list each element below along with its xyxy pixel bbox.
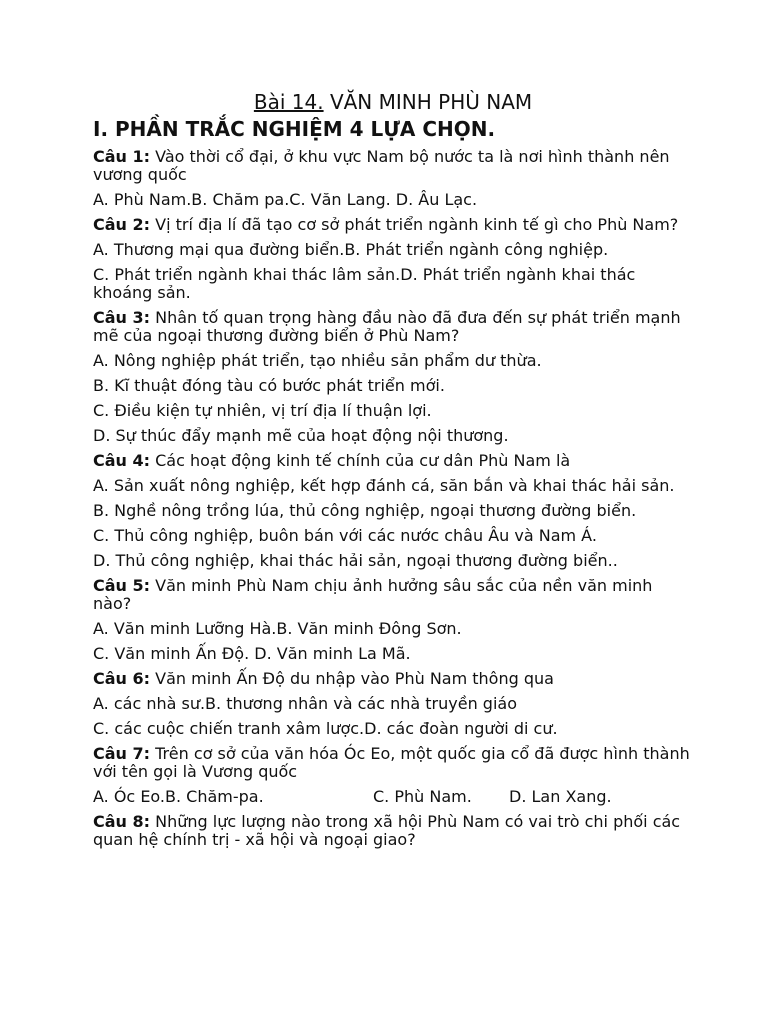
- question-2: [93, 216, 693, 234]
- question-label: Câu 2:: [93, 215, 151, 234]
- document-title: [93, 88, 693, 116]
- question-4-option-a: A. Sản xuất nông nghiệp, kết hợp đánh cá, săn bắn và khai thác hải sản.: [93, 476, 675, 495]
- document-page: [93, 88, 693, 856]
- question-5-option-cd: C. Văn minh Ấn Độ. D. Văn minh La Mã.: [93, 644, 411, 663]
- question-text: Vào thời cổ đại, ở khu vực Nam bộ nước ta là nơi hình thành nên vương quốc: [93, 147, 670, 184]
- question-text: Những lực lượng nào trong xã hội Phù Nam có vai trò chi phối các quan hệ chính trị - xã hội và ngoại giao?: [93, 812, 681, 849]
- question-text: Văn minh Phù Nam chịu ảnh hưởng sâu sắc của nền văn minh nào?: [93, 576, 653, 613]
- question-label: Câu 4:: [93, 451, 151, 470]
- question-3-option-a: A. Nông nghiệp phát triển, tạo nhiều sản phẩm dư thừa.: [93, 351, 542, 370]
- question-8: [93, 813, 693, 849]
- question-4-option-d: D. Thủ công nghiệp, khai thác hải sản, ngoại thương đường biển..: [93, 551, 618, 570]
- question-text: Nhân tố quan trọng hàng đầu nào đã đưa đến sự phát triển mạnh mẽ của ngoại thương đường biển ở Phù Nam?: [93, 308, 681, 345]
- question-label: Câu 8:: [93, 812, 151, 831]
- question-4: [93, 452, 693, 470]
- question-4-option-c: C. Thủ công nghiệp, buôn bán với các nước châu Âu và Nam Á.: [93, 526, 597, 545]
- question-text: Các hoạt động kinh tế chính của cư dân Phù Nam là: [155, 451, 571, 470]
- question-7-option-d: D. Lan Xang.: [509, 787, 612, 806]
- question-6-option-ab: A. các nhà sư.B. thương nhân và các nhà truyền giáo: [93, 694, 517, 713]
- question-2-option-cd: C. Phát triển ngành khai thác lâm sản.D. Phát triển ngành khai thác khoáng sản.: [93, 265, 636, 302]
- question-label: Câu 7:: [93, 744, 151, 763]
- question-6: [93, 670, 693, 688]
- question-7-options: [93, 788, 693, 806]
- question-6-option-cd: C. các cuộc chiến tranh xâm lược.D. các đoàn người di cư.: [93, 719, 558, 738]
- lesson-number: Bài 14.: [253, 90, 324, 114]
- question-5: [93, 577, 693, 613]
- question-5-option-ab: A. Văn minh Lưỡng Hà.B. Văn minh Đông Sơn.: [93, 619, 462, 638]
- question-text: Vị trí địa lí đã tạo cơ sở phát triển ngành kinh tế gì cho Phù Nam?: [155, 215, 679, 234]
- section-heading: I. PHẦN TRẮC NGHIỆM 4 LỰA CHỌN.: [93, 117, 496, 141]
- question-label: Câu 5:: [93, 576, 151, 595]
- question-7-option-c: C. Phù Nam.: [373, 787, 472, 806]
- question-2-option-ab: A. Thương mại qua đường biển.B. Phát triển ngành công nghiệp.: [93, 240, 609, 259]
- question-1-options: A. Phù Nam.B. Chăm pa.C. Văn Lang. D. Âu Lạc.: [93, 190, 478, 209]
- question-7: [93, 745, 693, 781]
- question-3-option-b: B. Kĩ thuật đóng tàu có bước phát triển mới.: [93, 376, 445, 395]
- question-text: Văn minh Ấn Độ du nhập vào Phù Nam thông qua: [155, 669, 554, 688]
- question-label: Câu 1:: [93, 147, 151, 166]
- lesson-name: VĂN MINH PHÙ NAM: [329, 90, 533, 114]
- question-4-option-b: B. Nghề nông trồng lúa, thủ công nghiệp, ngoại thương đường biển.: [93, 501, 637, 520]
- question-7-option-ab: A. Óc Eo.B. Chăm-pa.: [93, 787, 264, 806]
- question-3: [93, 309, 693, 345]
- question-label: Câu 3:: [93, 308, 151, 327]
- question-text: Trên cơ sở của văn hóa Óc Eo, một quốc gia cổ đã được hình thành với tên gọi là Vương quốc: [93, 744, 690, 781]
- question-label: Câu 6:: [93, 669, 151, 688]
- question-1: [93, 148, 693, 184]
- question-3-option-c: C. Điều kiện tự nhiên, vị trí địa lí thuận lợi.: [93, 401, 432, 420]
- question-3-option-d: D. Sự thúc đẩy mạnh mẽ của hoạt động nội thương.: [93, 426, 509, 445]
